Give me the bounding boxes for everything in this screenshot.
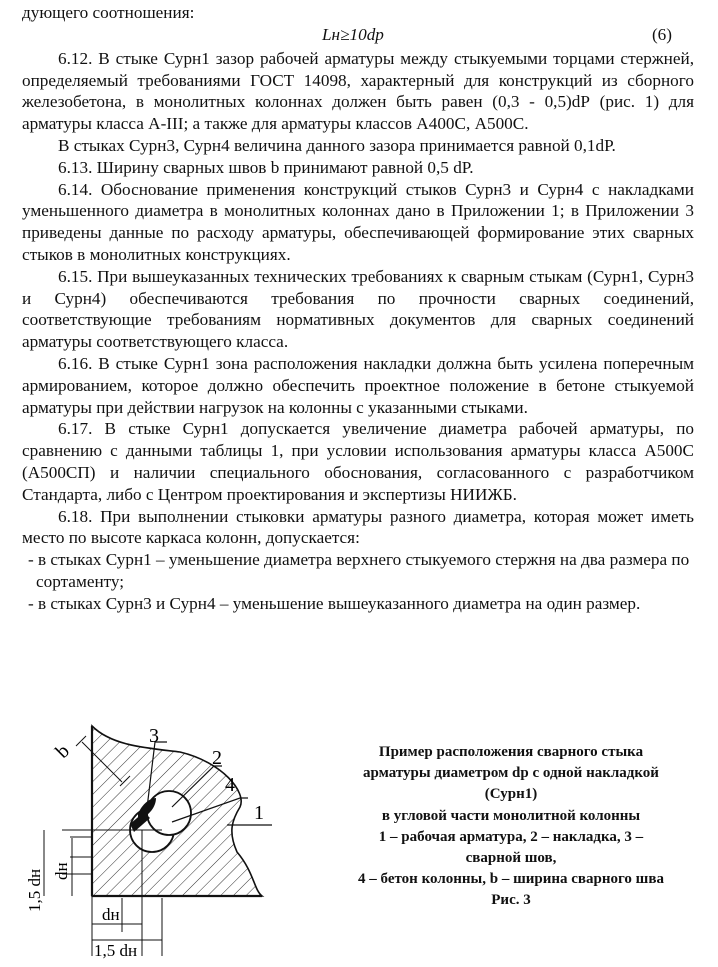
- top-line: дующего соотношения:: [22, 3, 195, 22]
- dim-horiz-inner: dн: [102, 905, 120, 924]
- formula-number: (6): [651, 24, 672, 44]
- paragraph-6-17: 6.17. В стыке Сурн1 допускается увеличение диаметра рабочей арматуры, по сравнению с данными таблицы 1, при условии использования арматуры класса А500С (А500СП) и наличии специального обоснования, согласованного с разработчиком Стандарта, либо с Центром проектирования и экспертизы НИИЖБ.: [22, 419, 694, 504]
- figure-caption: [312, 742, 710, 912]
- caption-line: сварной шов,: [465, 850, 557, 867]
- list-item: - в стыках Сурн3 и Сурн4 – уменьшение вышеуказанного диаметра на один размер.: [28, 593, 641, 613]
- rebar-circle-right: [147, 791, 191, 835]
- paragraph-6-16: 6.16. В стыке Сурн1 зона расположения накладки должна быть усилена поперечным армированием, которое должно обеспечить проектное положение в бетоне стыкуемой арматуры при действии нагрузок на колонны с указанными стыками.: [22, 353, 694, 417]
- formula-6: [22, 24, 694, 48]
- caption-line: Пример расположения сварного стыка: [378, 744, 644, 760]
- caption-line: (Сурн1): [484, 786, 538, 803]
- paragraph-6-18: 6.18. При выполнении стыковки арматуры разного диаметра, которая может иметь место по высоте каркаса колонн, допускается:: [22, 506, 694, 548]
- figure-number: Рис. 3: [491, 892, 531, 909]
- paragraph-6-12: 6.12. В стыке Сурн1 зазор рабочей арматуры между стыкуемыми торцами стержней, определяемый требованиями ГОСТ 14098, характерный для конструкций из сборного железобетона, в монолитных колоннах должен быть равен (0,3 - 0,5)dР (рис. 1) для арматуры класса А-III; а также для арматуры классов А400С, А500С.: [22, 48, 694, 134]
- dim-vert-outer: 1,5 dн: [25, 868, 44, 912]
- dim-vert-inner: dн: [52, 862, 71, 880]
- formula-text: Lн≥10dр: [322, 24, 384, 44]
- label-4: 4: [225, 774, 235, 796]
- label-3: 3: [149, 725, 159, 747]
- dim-horiz-outer: 1,5 dн: [94, 941, 138, 960]
- label-1: 1: [254, 802, 264, 824]
- label-2: 2: [212, 747, 222, 769]
- caption-line: 1 – рабочая арматура, 2 – накладка, 3 –: [378, 828, 644, 845]
- paragraph-gap-sturn3: В стыках Сурн3, Сурн4 величина данного зазора принимается равной 0,1dР.: [58, 135, 616, 155]
- label-b: b: [51, 739, 75, 763]
- paragraph-6-15: 6.15. При вышеуказанных технических требованиях к сварным стыкам (Сурн1, Сурн3 и Сурн4) обеспечиваются требования по прочности сварных соединений, соответствующие требованиям нормативных документов для сварных соединений арматуры соответствующего класса.: [22, 266, 694, 352]
- caption-line: в угловой части монолитной колонны: [381, 807, 641, 824]
- document-text: [22, 2, 694, 615]
- caption-line: арматуры диаметром dр с одной накладкой: [363, 765, 659, 782]
- paragraph-6-14: 6.14. Обоснование применения конструкций стыков Сурн3 и Сурн4 с накладками уменьшенного диаметра в монолитных колоннах дано в Приложении 1; в Приложении 3 приведены данные по расходу арматуры, обеспечивающей формирование этих сварных стыков в монолитных конструкциях.: [22, 179, 694, 264]
- list-item: - в стыках Сурн1 – уменьшение диаметра верхнего стыкуемого стержня на два размера по сортаменту;: [28, 550, 690, 591]
- paragraph-6-13: 6.13. Ширину сварных швов b принимают равной 0,5 dР.: [58, 157, 474, 177]
- joint-diagram: [22, 712, 312, 962]
- caption-line: 4 – бетон колонны, b – ширина сварного шва: [358, 871, 664, 888]
